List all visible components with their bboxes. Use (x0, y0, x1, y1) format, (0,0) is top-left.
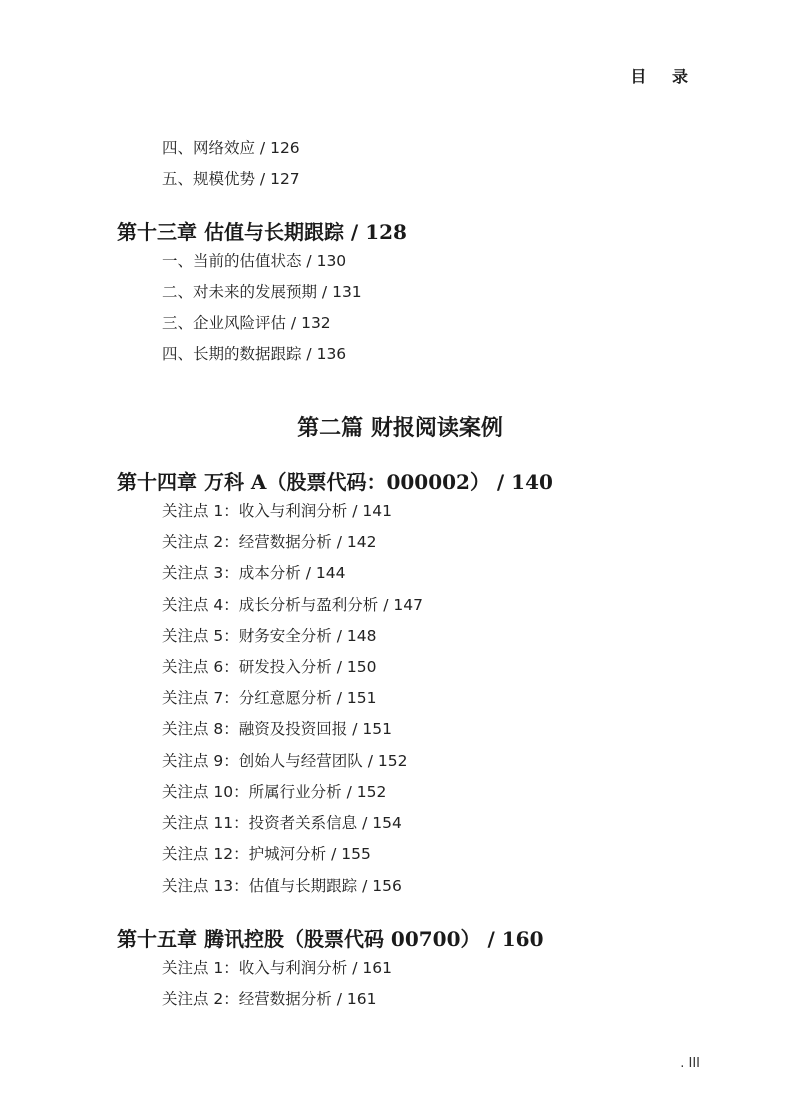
page-header-title: 目 录 (630, 67, 698, 86)
toc-entry: 关注点 2：经营数据分析 / 142 (162, 533, 377, 551)
toc-entry: 四、长期的数据跟踪 / 136 (162, 345, 347, 363)
toc-entry: 关注点 12：护城河分析 / 155 (162, 845, 371, 863)
toc-entry: 关注点 1：收入与利润分析 / 161 (162, 959, 392, 977)
toc-entry: 关注点 9：创始人与经营团队 / 152 (162, 752, 408, 770)
toc-entry: 四、网络效应 / 126 (162, 139, 300, 157)
toc-entry: 五、规模优势 / 127 (162, 170, 300, 188)
toc-chapter-heading: 第十五章 腾讯控股（股票代码 00700） / 160 (117, 927, 544, 951)
toc-entry: 关注点 11：投资者关系信息 / 154 (162, 814, 402, 832)
toc-entry: 三、企业风险评估 / 132 (162, 314, 331, 332)
toc-entry: 关注点 13：估值与长期跟踪 / 156 (162, 877, 402, 895)
toc-entry: 二、对未来的发展预期 / 131 (162, 283, 362, 301)
toc-entry: 关注点 8：融资及投资回报 / 151 (162, 720, 392, 738)
toc-entry: 关注点 7：分红意愿分析 / 151 (162, 689, 377, 707)
toc-entry: 关注点 1：收入与利润分析 / 141 (162, 502, 392, 520)
toc-entry: 关注点 2：经营数据分析 / 161 (162, 990, 377, 1008)
toc-entry: 关注点 4：成长分析与盈利分析 / 147 (162, 596, 423, 614)
toc-part-heading: 第二篇 财报阅读案例 (297, 415, 503, 441)
toc-entry: 关注点 5：财务安全分析 / 148 (162, 627, 377, 645)
toc-entry: 关注点 10：所属行业分析 / 152 (162, 783, 387, 801)
toc-entry: 关注点 3：成本分析 / 144 (162, 564, 346, 582)
toc-entry: 一、当前的估值状态 / 130 (162, 252, 347, 270)
toc-entry: 关注点 6：研发投入分析 / 150 (162, 658, 377, 676)
toc-chapter-heading: 第十四章 万科 A（股票代码：000002） / 140 (117, 470, 553, 494)
toc-chapter-heading: 第十三章 估值与长期跟踪 / 128 (117, 220, 407, 244)
page-number: . III (680, 1056, 700, 1071)
